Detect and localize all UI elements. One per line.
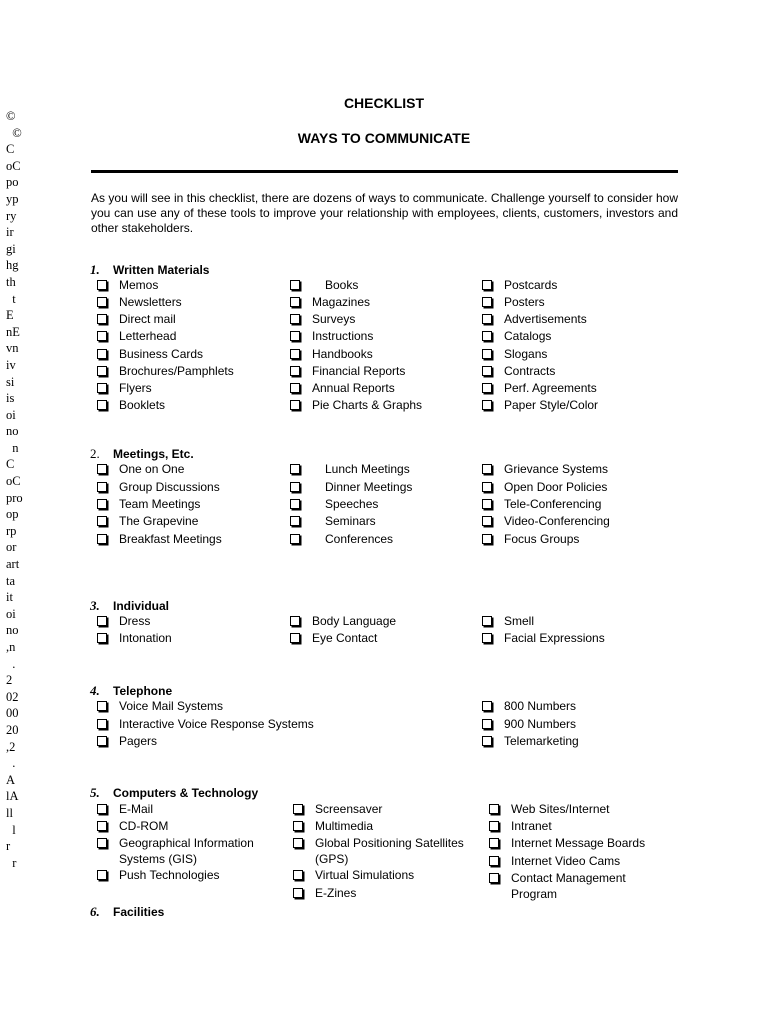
- checkbox-icon[interactable]: [482, 464, 492, 474]
- checkbox-icon[interactable]: [97, 297, 107, 307]
- checkbox-icon[interactable]: [97, 736, 107, 746]
- checkbox-icon[interactable]: [290, 280, 300, 290]
- checkbox-icon[interactable]: [97, 719, 107, 729]
- checkbox-icon[interactable]: [482, 383, 492, 393]
- checkbox-icon[interactable]: [97, 534, 107, 544]
- checkbox-icon[interactable]: [290, 464, 300, 474]
- checkbox-icon[interactable]: [489, 873, 499, 883]
- checkbox-icon[interactable]: [97, 383, 107, 393]
- checkbox-icon[interactable]: [290, 482, 300, 492]
- section-number: 1.: [90, 262, 100, 277]
- checkbox-icon[interactable]: [290, 516, 300, 526]
- section-title: Meetings, Etc.: [113, 447, 194, 461]
- section-heading-computers: [90, 785, 258, 801]
- checkbox-icon[interactable]: [482, 482, 492, 492]
- checkbox-icon[interactable]: [97, 482, 107, 492]
- section-title: Written Materials: [113, 263, 210, 277]
- section-heading-meetings: [90, 446, 194, 462]
- checkbox-icon[interactable]: [97, 804, 107, 814]
- checkbox-icon[interactable]: [482, 314, 492, 324]
- checkbox-icon[interactable]: [97, 280, 107, 290]
- checkbox-icon[interactable]: [293, 838, 303, 848]
- page-subtitle: WAYS TO COMMUNICATE: [297, 130, 471, 146]
- checkbox-icon[interactable]: [482, 280, 492, 290]
- section-heading-individual: [90, 598, 169, 614]
- checkbox-icon[interactable]: [97, 633, 107, 643]
- checkbox-icon[interactable]: [97, 366, 107, 376]
- checkbox-icon[interactable]: [293, 821, 303, 831]
- checkbox-icon[interactable]: [290, 331, 300, 341]
- checkbox-icon[interactable]: [290, 314, 300, 324]
- section-title: Facilities: [113, 905, 165, 919]
- section-number: 2.: [90, 446, 100, 461]
- checkbox-icon[interactable]: [489, 821, 499, 831]
- section-heading-written-materials: [90, 262, 209, 278]
- checkbox-icon[interactable]: [482, 633, 492, 643]
- section-heading-telephone: [90, 683, 172, 699]
- checkbox-icon[interactable]: [97, 516, 107, 526]
- checkbox-icon[interactable]: [482, 349, 492, 359]
- checkbox-icon[interactable]: [489, 804, 499, 814]
- section-title: Telephone: [113, 684, 173, 698]
- checkbox-icon[interactable]: [482, 701, 492, 711]
- checkbox-icon[interactable]: [97, 701, 107, 711]
- checkbox-icon[interactable]: [97, 314, 107, 324]
- checkbox-icon[interactable]: [293, 804, 303, 814]
- checkbox-icon[interactable]: [290, 616, 300, 626]
- checkbox-icon[interactable]: [290, 633, 300, 643]
- checkbox-icon[interactable]: [97, 616, 107, 626]
- checkbox-icon[interactable]: [290, 400, 300, 410]
- checkbox-icon[interactable]: [97, 499, 107, 509]
- checkbox-icon[interactable]: [293, 870, 303, 880]
- copyright-margin-text: © © C oC po yp ry ir gi hg th t E nE vn iv si is oi no n C oC pro op rp or art ta it oi no ,n . 2 02 00 20 ,2 . A lA ll l r r: [6, 109, 23, 870]
- checkbox-icon[interactable]: [97, 400, 107, 410]
- section-number: 6.: [90, 904, 100, 919]
- page-title: CHECKLIST: [343, 95, 425, 111]
- checkbox-icon[interactable]: [97, 838, 107, 848]
- checkbox-icon[interactable]: [482, 516, 492, 526]
- section-number: 5.: [90, 785, 100, 800]
- checkbox-icon[interactable]: [97, 464, 107, 474]
- checkbox-icon[interactable]: [482, 534, 492, 544]
- checkbox-icon[interactable]: [290, 534, 300, 544]
- checkbox-icon[interactable]: [482, 719, 492, 729]
- checkbox-icon[interactable]: [489, 856, 499, 866]
- title-divider: [91, 170, 678, 173]
- section-number: 4.: [90, 683, 100, 698]
- checkbox-icon[interactable]: [482, 499, 492, 509]
- checkbox-icon[interactable]: [482, 616, 492, 626]
- checkbox-icon[interactable]: [293, 888, 303, 898]
- checkbox-icon[interactable]: [482, 297, 492, 307]
- intro-paragraph: As you will see in this checklist, there are dozens of ways to communicate. Challenge yourself to consider how you can use any of these tools to improve your relationship with employees, clients, customers, investors and other stakeholders.: [91, 191, 678, 235]
- checkbox-icon[interactable]: [97, 870, 107, 880]
- section-number: 3.: [90, 598, 100, 613]
- checkbox-icon[interactable]: [290, 366, 300, 376]
- checkbox-icon[interactable]: [97, 349, 107, 359]
- section-title: Individual: [113, 599, 170, 613]
- checkbox-icon[interactable]: [97, 331, 107, 341]
- checkbox-icon[interactable]: [290, 349, 300, 359]
- checkbox-icon[interactable]: [290, 297, 300, 307]
- checkbox-icon[interactable]: [290, 383, 300, 393]
- checkbox-icon[interactable]: [482, 331, 492, 341]
- checkbox-icon[interactable]: [482, 736, 492, 746]
- checkbox-icon[interactable]: [482, 366, 492, 376]
- section-heading-facilities: [90, 904, 164, 920]
- checkbox-icon[interactable]: [97, 821, 107, 831]
- checkbox-icon[interactable]: [489, 838, 499, 848]
- section-title: Computers & Technology: [113, 786, 259, 800]
- checkbox-icon[interactable]: [290, 499, 300, 509]
- checkbox-icon[interactable]: [482, 400, 492, 410]
